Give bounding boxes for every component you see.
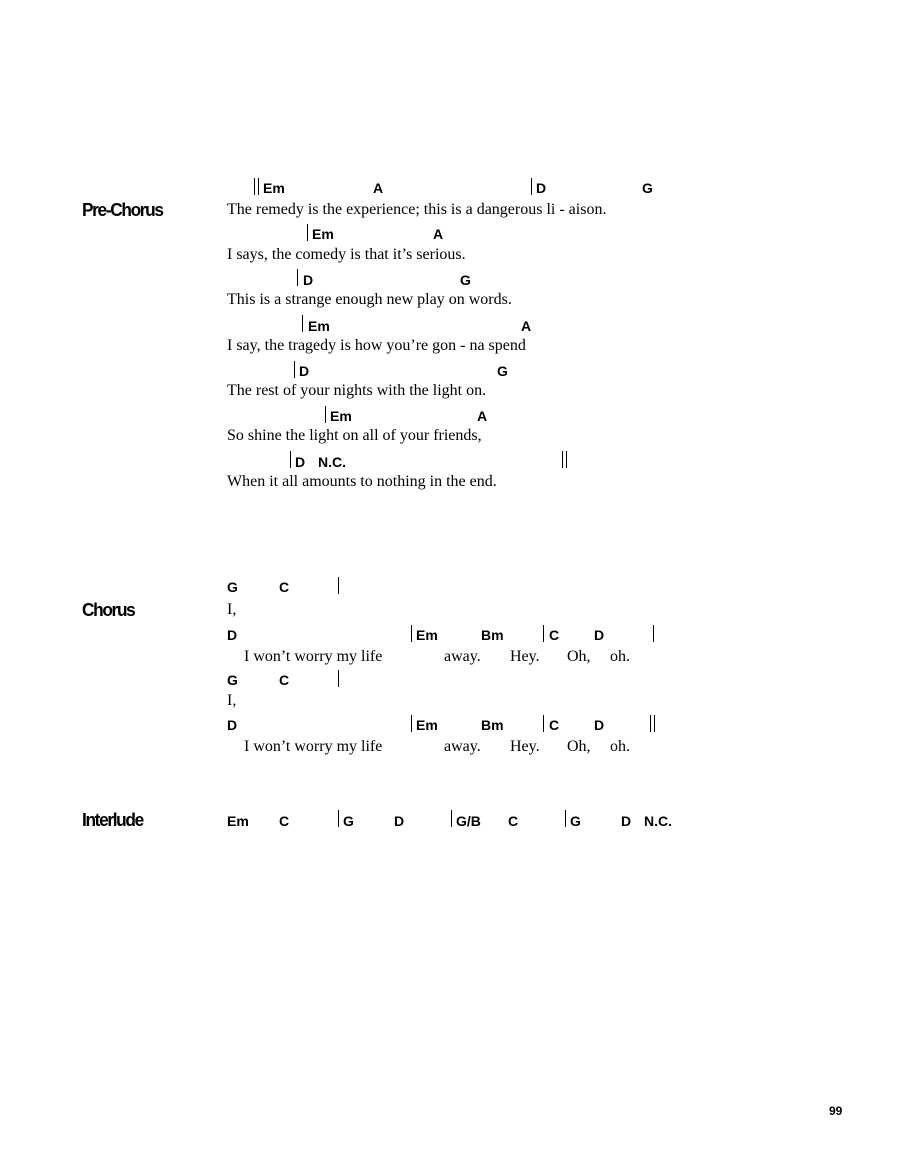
lyric-line: This is a strange enough new play on words. — [227, 291, 512, 308]
lyric-word: Hey. — [510, 648, 540, 665]
chorus-label: Chorus — [82, 600, 135, 620]
lyric-word: Hey. — [510, 738, 540, 755]
chord: A — [477, 408, 488, 424]
lyric-line: I won’t worry my life — [244, 648, 383, 665]
page-number: 99 — [829, 1104, 843, 1118]
chord: G — [497, 363, 508, 379]
lyric-line: I won’t worry my life — [244, 738, 383, 755]
barline — [451, 810, 452, 827]
chord: D — [303, 272, 314, 288]
chord: A — [373, 180, 384, 196]
chord: D — [621, 813, 632, 829]
chord: D — [227, 717, 238, 733]
chord: G — [343, 813, 354, 829]
chord: Em — [263, 180, 285, 196]
barline — [338, 810, 339, 827]
lyric-word: away. — [444, 648, 481, 665]
pre-chorus-label: Pre-Chorus — [82, 200, 163, 220]
chord: Em — [416, 717, 438, 733]
chord: D — [594, 627, 605, 643]
barline — [531, 178, 532, 195]
barline — [338, 670, 339, 687]
chord: N.C. — [318, 454, 346, 470]
barline — [297, 269, 298, 286]
chord: D — [536, 180, 547, 196]
chord: Em — [330, 408, 352, 424]
barline — [307, 224, 308, 241]
barline — [565, 810, 566, 827]
chord: D — [295, 454, 306, 470]
lyric-line: I, — [227, 692, 237, 709]
lyric-line: I say, the tragedy is how you’re gon - na spend — [227, 337, 526, 354]
barline — [325, 406, 326, 423]
lyric-line: So shine the light on all of your friends, — [227, 427, 482, 444]
lyric-line: When it all amounts to nothing in the end. — [227, 473, 497, 490]
chord: D — [227, 627, 238, 643]
chord: D — [394, 813, 405, 829]
barline — [653, 625, 654, 642]
chord: Em — [416, 627, 438, 643]
barline — [290, 451, 291, 468]
lyric-line: I, — [227, 601, 237, 618]
chord: A — [433, 226, 444, 242]
chord: C — [279, 813, 290, 829]
barline — [543, 625, 544, 642]
lyric-line: The remedy is the experience; this is a dangerous li - aison. — [227, 201, 607, 218]
barline — [338, 577, 339, 594]
chord: C — [549, 627, 560, 643]
lyric-word: Oh, — [567, 738, 591, 755]
chord: G — [460, 272, 471, 288]
chord: D — [594, 717, 605, 733]
barline — [294, 361, 295, 378]
barline — [411, 625, 412, 642]
chord: N.C. — [644, 813, 672, 829]
barline — [302, 315, 303, 332]
chord: G — [570, 813, 581, 829]
chord: Em — [312, 226, 334, 242]
chord: C — [279, 672, 290, 688]
chord: Bm — [481, 627, 504, 643]
lyric-line: I says, the comedy is that it’s serious. — [227, 246, 466, 263]
chord: G — [642, 180, 653, 196]
chord: G/B — [456, 813, 481, 829]
chord: A — [521, 318, 532, 334]
double-barline — [562, 451, 567, 468]
lyric-word: away. — [444, 738, 481, 755]
double-barline — [254, 178, 259, 195]
lyric-word: oh. — [610, 648, 630, 665]
chord: C — [508, 813, 519, 829]
chord: Em — [227, 813, 249, 829]
lyric-word: oh. — [610, 738, 630, 755]
barline — [411, 715, 412, 732]
lyric-line: The rest of your nights with the light on. — [227, 382, 487, 399]
barline — [543, 715, 544, 732]
chord: G — [227, 579, 238, 595]
lyric-word: Oh, — [567, 648, 591, 665]
chord: Em — [308, 318, 330, 334]
chord: C — [279, 579, 290, 595]
chord: G — [227, 672, 238, 688]
chord: C — [549, 717, 560, 733]
chord: Bm — [481, 717, 504, 733]
double-barline — [650, 715, 655, 732]
interlude-label: Interlude — [82, 810, 143, 830]
chord: D — [299, 363, 310, 379]
